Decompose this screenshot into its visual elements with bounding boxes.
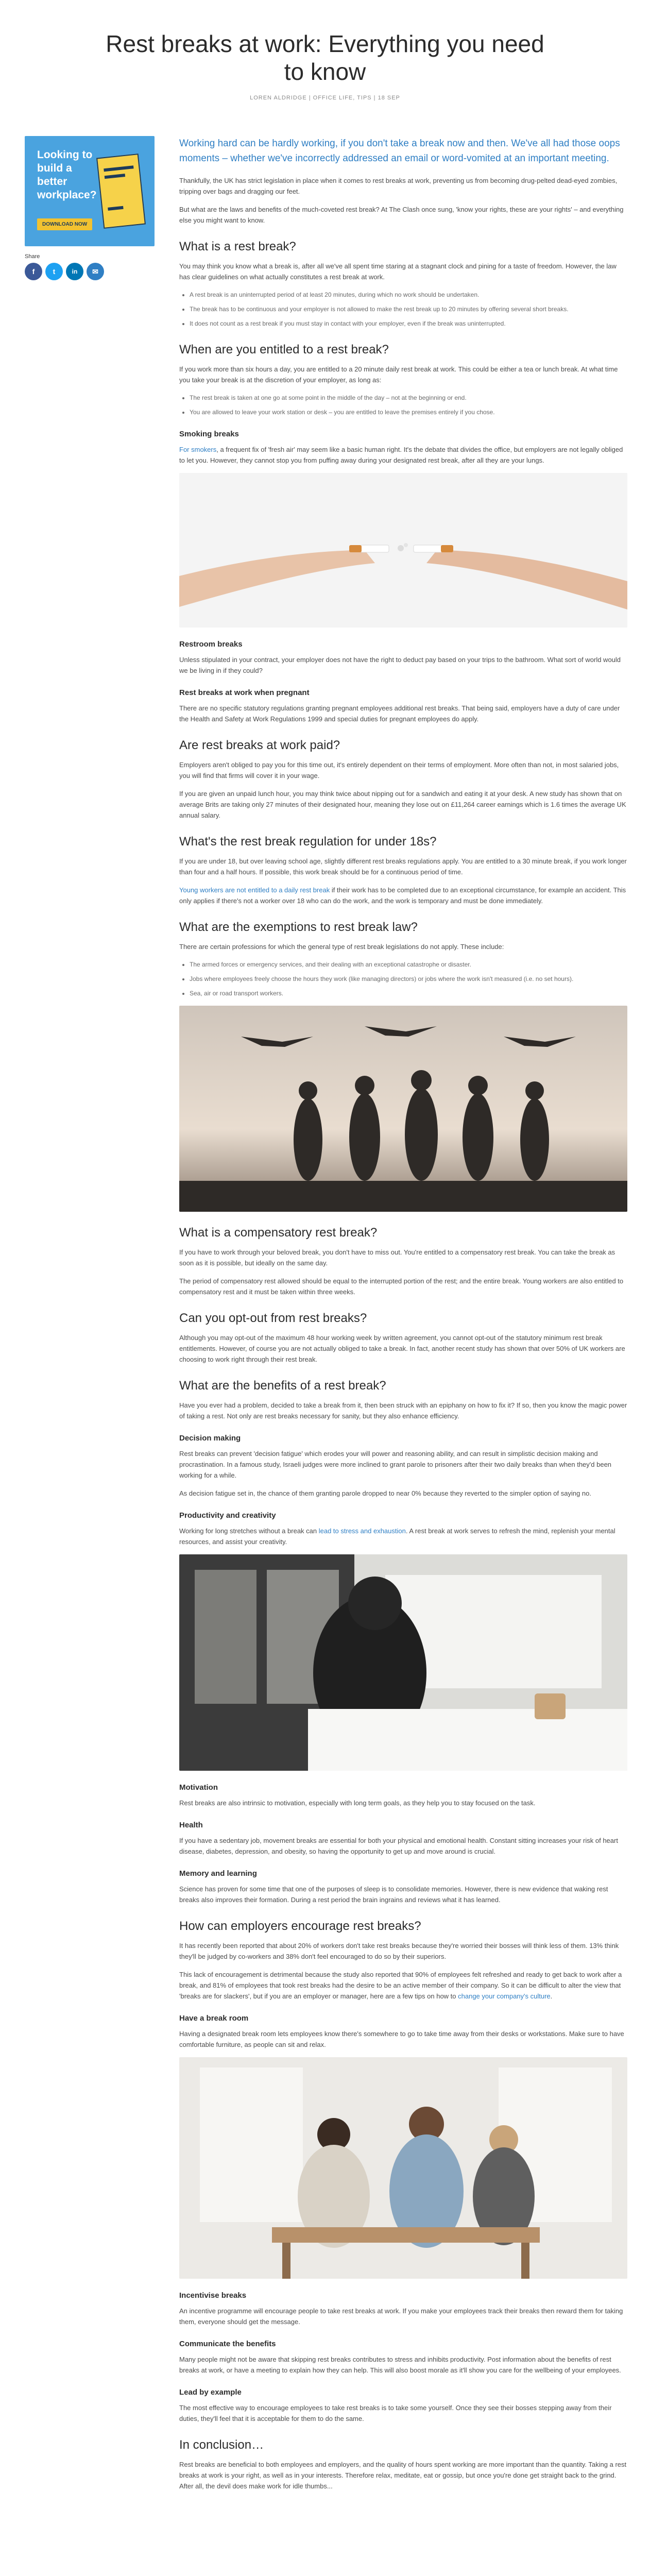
subsection-heading: Motivation (179, 1783, 218, 1792)
subsection-heading: Health (179, 1821, 203, 1829)
paragraph-text: . A rest break at work serves to refresh the mind, replenish your mental resources, and assist your creativity. (179, 1527, 615, 1546)
soldiers-photo (179, 1006, 627, 1212)
section-heading: Can you opt-out from rest breaks? (179, 1311, 367, 1325)
subsection-heading: Memory and learning (179, 1869, 257, 1878)
paragraph: An incentive programme will encourage people to take rest breaks at work. If you make your employees track their breaks then reward them for taking them, everyone should get the message. (179, 2307, 623, 2326)
paragraph: Science has proven for some time that one of the purposes of sleep is to consolidate memories. However, there is new evidence that waking rest breaks also improves their formation. During a rest period the brain ingrains and reviews what it has learned. (179, 1885, 608, 1904)
email-share-button[interactable]: ✉ (87, 263, 104, 280)
subsection-heading: Smoking breaks (179, 430, 239, 438)
paragraph: Thankfully, the UK has strict legislation in place when it comes to rest breaks at work, preventing us from becoming drug-pelted dead-eyed zombies, tripping over bags and dragging our feet. (179, 177, 618, 195)
paragraph: If you work more than six hours a day, you are entitled to a 20 minute daily rest break at work. This could be either a tea or lunch break. At what time you take your break is at the discretion of your employer, as long as: (179, 365, 618, 384)
list-item: • A rest break is an uninterrupted period of at least 20 minutes, during which no work should be undertaken. (190, 290, 627, 300)
paragraph (179, 444, 627, 466)
list-item: • The rest break is taken at one go at some point in the middle of the day – not at the beginning or end. (190, 393, 627, 403)
subsection-heading: Lead by example (179, 2388, 242, 2397)
bullet-list (190, 959, 627, 998)
section-heading: Are rest breaks at work paid? (179, 738, 340, 752)
section-heading: What are the benefits of a rest break? (179, 1379, 386, 1393)
paragraph-text: if their work has to be completed due to an exceptional circumstance, for example an accident. This only applies if there's not a worker over 18 who can do the work, and the work is temporary and must be done immediately. (179, 886, 626, 905)
paragraph: If you have to work through your beloved break, you don't have to miss out. You're entitled to a compensatory rest break. You can take the break as soon as it is possible, but ideally on the same day. (179, 1248, 615, 1267)
paragraph: As decision fatigue set in, the chance of them granting parole dropped to near 0% because they reverted to the simpler option of saying no. (179, 1489, 591, 1497)
paragraph: The most effective way to encourage employees to take rest breaks is to take some yourself. Once they see their bosses stepping away from their duties, they'll feel that it is acceptable for them to do the same. (179, 2404, 612, 2422)
facebook-share-button[interactable]: f (25, 263, 42, 280)
paragraph: Many people might not be aware that skipping rest breaks contributes to stress and inhibits productivity. Post information about the benefits of rest breaks at work, or have a meeting to explain how they can help. This will also boost morale as it'll show you care for the wellbeing of your employees. (179, 2355, 621, 2374)
subsection-heading: Communicate the benefits (179, 2340, 276, 2348)
subsection-heading: Restroom breaks (179, 640, 243, 649)
paragraph: It has recently been reported that about 20% of workers don't take rest breaks because they're worried their bosses will think less of them. 13% think they'll be judged by co-workers and 38% don't feel encouraged to do so by their superiors. (179, 1942, 619, 1960)
lead-paragraph: Working hard can be hardly working, if you don't take a break now and then. We've all had those oops moments – whether we've incorrectly addressed an email or word-vomited at an important meeting. (179, 138, 620, 164)
paragraph: The period of compensatory rest allowed should be equal to the interrupted portion of the rest; and the entire break. Young workers are also entitled to compensatory rest and it must be taken within three weeks. (179, 1277, 624, 1296)
list-item: • Sea, air or road transport workers. (190, 988, 627, 998)
section-heading: What is a compensatory rest break? (179, 1226, 378, 1240)
paragraph (179, 1969, 627, 2002)
subsection-heading: Rest breaks at work when pregnant (179, 688, 310, 697)
subsection-heading: Decision making (179, 1434, 241, 1443)
list-item: • Jobs where employees freely choose the hours they work (like managing directors) or jobs where the work isn't measured (i.e. no set hours). (190, 974, 627, 984)
company-culture-link[interactable]: change your company's culture (458, 1992, 551, 2000)
paragraph: But what are the laws and benefits of the much-coveted rest break? At The Clash once sung, 'know your rights, these are your rights' – and everything else you might want to know. (179, 206, 624, 224)
smokers-link[interactable]: For smokers (179, 446, 217, 453)
subsection-heading: Incentivise breaks (179, 2291, 247, 2300)
break-room-photo (179, 2057, 627, 2279)
paragraph: There are no specific statutory regulations granting pregnant employees additional rest breaks. That being said, employers have a duty of care under the Health and Safety at Work Regulations 1999 and special duties for pregnant employees do apply. (179, 704, 620, 723)
section-heading: When are you entitled to a rest break? (179, 343, 389, 357)
paragraph-text: , a frequent fix of 'fresh air' may seem like a basic human right. It's the debate that divides the office, but employers are not legally obliged to let you. However, they cannot stop you from puffing away during your designated rest break, after all they are your lungs. (179, 446, 623, 464)
young-workers-link[interactable]: Young workers are not entitled to a daily rest break (179, 886, 330, 894)
paragraph: If you have a sedentary job, movement breaks are essential for both your physical and emotional health. Constant sitting increases your risk of heart disease, diabetes, depression, and obesity, so having the opportunity to get up and move around is crucial. (179, 1837, 618, 1855)
page-title: Rest breaks at work: Everything you need to know (106, 30, 544, 85)
paragraph-text: This lack of encouragement is detrimental because the study also reported that 90% of employees felt refreshed and ready to get back to work after a break, and 81% of employees that took rest breaks had the desire to be an active member of their company. So it can be difficult to alter the view that 'breaks are for slackers', but if you are an employer or manager, here are a few tips on how to (179, 1971, 622, 2000)
subsection-heading: Have a break room (179, 2014, 249, 2023)
paragraph: Unless stipulated in your contract, your employer does not have the right to deduct pay based on your trips to the bathroom. What sort of world would we be living in if they could? (179, 656, 621, 674)
bullet-list (190, 393, 627, 417)
paragraph: Having a designated break room lets employees know there's somewhere to go to take time away from their desks or workstations. Make sure to have comfortable furniture, as people can sit and relax. (179, 2030, 624, 2048)
download-button[interactable]: DOWNLOAD NOW (37, 218, 92, 230)
list-item: • The armed forces or emergency services, and their dealing with an exceptional catastrophe or disaster. (190, 959, 627, 970)
paragraph: You may think you know what a break is, after all we've all spent time staring at a stagnant clock and pining for a taste of freedom. However, the law has clear guidelines on what actually constitutes a rest break at work. (179, 262, 617, 281)
share-label: Share (25, 253, 40, 260)
bullet-list (190, 290, 627, 329)
paragraph: Employers aren't obliged to pay you for this time out, it's entirely dependent on their terms of employment. More often than not, in most salaried jobs, you will find that firms will cover it in your wage. (179, 761, 619, 779)
paragraph: Rest breaks can prevent 'decision fatigue' which erodes your will power and reasoning ability, and can result in simplistic decision making and procrastination. In a famous study, Israeli judges were more inclined to grant parole to prisoners after their two daily breaks than when they'd been working for a while. (179, 1450, 612, 1479)
section-heading: What is a rest break? (179, 240, 296, 253)
office-relax-photo (179, 1554, 627, 1771)
byline: LOREN ALDRIDGE | OFFICE LIFE, TIPS | 18 SEP (250, 95, 400, 101)
paragraph (179, 885, 627, 906)
book-icon (96, 154, 146, 229)
list-item: • It does not count as a rest break if you must stay in contact with your employer, even if the break was uninterrupted. (190, 318, 627, 329)
paragraph-text: . (550, 1992, 553, 2000)
linkedin-share-button[interactable]: in (66, 263, 83, 280)
subsection-heading: Productivity and creativity (179, 1511, 276, 1520)
article-header (0, 0, 650, 117)
paragraph: Although you may opt-out of the maximum 48 hour working week by written agreement, you cannot opt-out of the statutory minimum rest break entitlements. However, of course you are not actually obliged to take a break. In fact, another recent study has shown that over 50% of UK workers are choosing to work right through their rest break. (179, 1334, 625, 1363)
section-heading: In conclusion… (179, 2438, 264, 2452)
paragraph: Rest breaks are also intrinsic to motivation, especially with long term goals, as they help you to stay focused on the task. (179, 1799, 536, 1807)
paragraph: There are certain professions for which the general type of rest break legislations do not apply. These include: (179, 943, 504, 951)
promo-text: Looking to build a better workplace? (37, 149, 97, 201)
section-heading: What are the exemptions to rest break law? (179, 920, 418, 934)
sidebar (25, 136, 155, 280)
list-item: • The break has to be continuous and your employer is not allowed to make the rest break up to 20 minutes by offering several short breaks. (190, 304, 627, 314)
paragraph: Have you ever had a problem, decided to take a break from it, then been struck with an epiphany on how to fix it? If so, then you know the magic power of taking a rest. Not only are rest breaks necessary for sanity, but they also enhance efficiency. (179, 1401, 627, 1420)
cigarette-photo (179, 473, 627, 628)
share-section (25, 253, 155, 280)
paragraph: Rest breaks are beneficial to both employees and employers, and the quality of hours spent working are more important than the quantity. Taking a rest breaks at work is your right, as well as in your interests. Therefore relax, meditate, eat or gossip, but once you're done get straight back to the grind. After all, the devil does make work for idle thumbs... (179, 2461, 627, 2490)
article-body (179, 136, 627, 2504)
section-heading: What's the rest break regulation for under 18s? (179, 835, 437, 849)
paragraph: If you are given an unpaid lunch hour, you may think twice about nipping out for a sandwich and eating it at your desk. A new study has shown that on average Brits are taking only 27 minutes of their designated hour, meaning they lose out on £11,264 career earnings which is 1.6 times the average UK annual salary. (179, 790, 626, 819)
section-heading: How can employers encourage rest breaks? (179, 1919, 421, 1933)
paragraph: If you are under 18, but over leaving school age, slightly different rest breaks regulations apply. You are entitled to a 30 minute break, if you work longer than four and a half hours. If possible, this work break should be for a continuous period of time. (179, 857, 627, 876)
list-item: • You are allowed to leave your work station or desk – you are entitled to leave the premises entirely if you chose. (190, 407, 627, 417)
twitter-share-button[interactable]: t (45, 263, 63, 280)
promo-banner[interactable] (25, 136, 155, 246)
paragraph-text: Working for long stretches without a break can (179, 1527, 319, 1535)
stress-link[interactable]: lead to stress and exhaustion (318, 1527, 406, 1535)
paragraph (179, 1526, 627, 1547)
